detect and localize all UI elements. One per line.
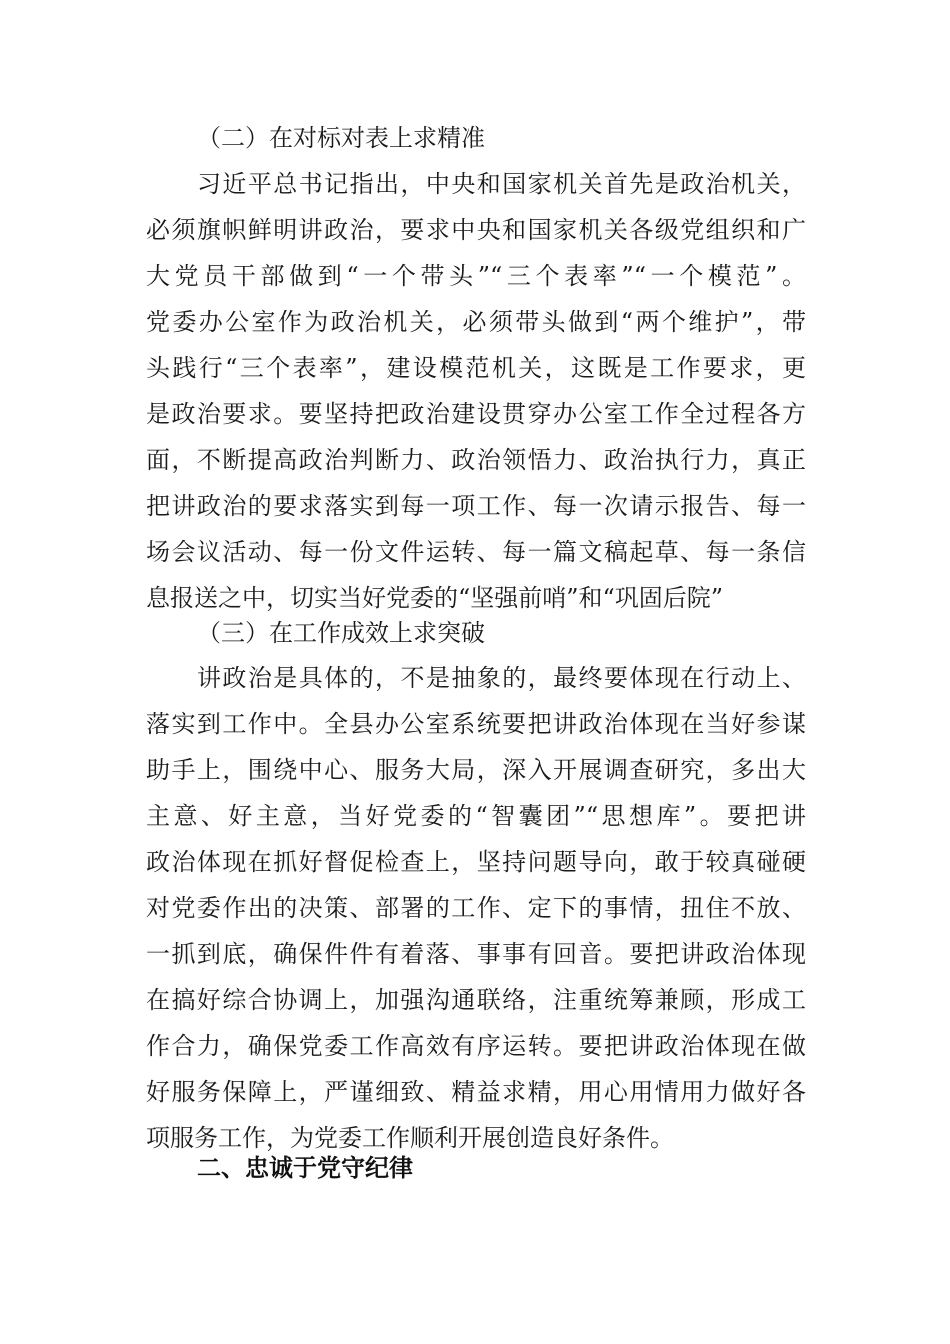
paragraph-line: 主意、好主意，当好党委的“智囊团”“思想库”。要把讲 bbox=[146, 802, 806, 830]
subsection-heading-2: （二）在对标对表上求精准 bbox=[197, 124, 485, 152]
paragraph-line: 好服务保障上，严谨细致、精益求精，用心用情用力做好各 bbox=[146, 1078, 806, 1106]
paragraph-line: 项服务工作，为党委工作顺利开展创造良好条件。 bbox=[146, 1124, 674, 1152]
paragraph-line: 是政治要求。要坚持把政治建设贯穿办公室工作全过程各方 bbox=[146, 400, 806, 428]
paragraph-line: 必须旗帜鲜明讲政治，要求中央和国家机关各级党组织和广 bbox=[146, 216, 806, 244]
paragraph-line: 党委办公室作为政治机关，必须带头做到“两个维护”，带 bbox=[146, 308, 806, 336]
paragraph-line: 讲政治是具体的，不是抽象的，最终要体现在行动上、 bbox=[197, 664, 806, 692]
paragraph-line: 面，不断提高政治判断力、政治领悟力、政治执行力，真正 bbox=[146, 446, 806, 474]
paragraph-line: 习近平总书记指出，中央和国家机关首先是政治机关， bbox=[197, 170, 806, 198]
paragraph-line: 落实到工作中。全县办公室系统要把讲政治体现在当好参谋 bbox=[146, 710, 806, 738]
paragraph-line: 在搞好综合协调上，加强沟通联络，注重统筹兼顾，形成工 bbox=[146, 986, 806, 1014]
paragraph-line: 助手上，围绕中心、服务大局，深入开展调查研究，多出大 bbox=[146, 756, 806, 784]
paragraph-line: 把讲政治的要求落实到每一项工作、每一次请示报告、每一 bbox=[146, 492, 806, 520]
paragraph-line: 大党员干部做到“一个带头”“三个表率”“一个模范”。 bbox=[146, 262, 806, 290]
paragraph-line: 一抓到底，确保件件有着落、事事有回音。要把讲政治体现 bbox=[146, 940, 806, 968]
paragraph-line: 头践行“三个表率”，建设模范机关，这既是工作要求，更 bbox=[146, 354, 806, 382]
paragraph-line: 对党委作出的决策、部署的工作、定下的事情，扭住不放、 bbox=[146, 894, 806, 922]
subsection-heading-3: （三）在工作成效上求突破 bbox=[197, 619, 485, 647]
paragraph-line: 作合力，确保党委工作高效有序运转。要把讲政治体现在做 bbox=[146, 1032, 806, 1060]
paragraph-line: 政治体现在抓好督促检查上，坚持问题导向，敢于较真碰硬 bbox=[146, 848, 806, 876]
section-heading: 二、忠诚于党守纪律 bbox=[197, 1154, 413, 1182]
paragraph-line: 场会议活动、每一份文件运转、每一篇文稿起草、每一条信 bbox=[146, 538, 806, 566]
paragraph-line: 息报送之中，切实当好党委的“坚强前哨”和“巩固后院” bbox=[146, 584, 724, 612]
